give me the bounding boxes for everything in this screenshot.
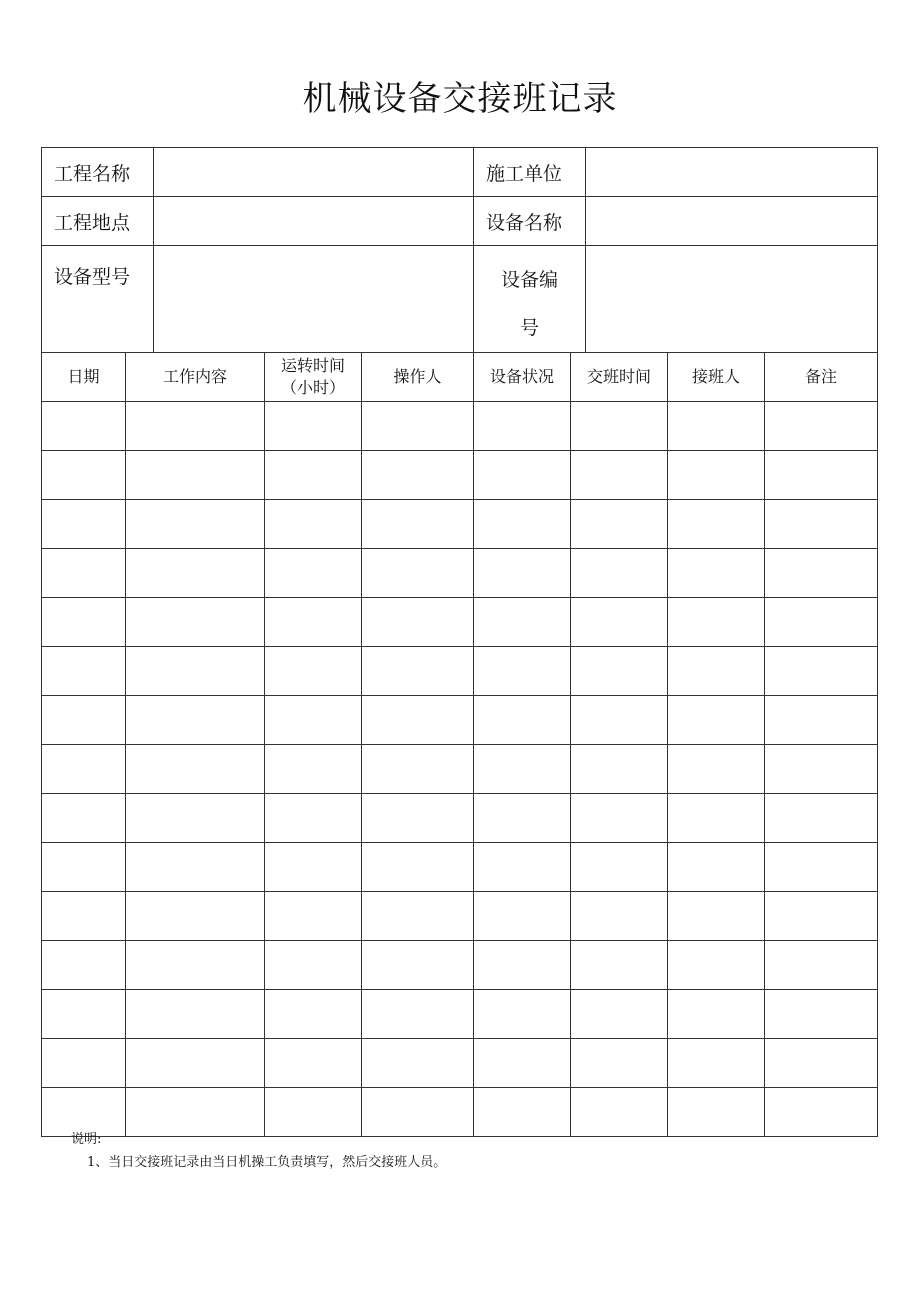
construction-unit-label: 施工单位 — [474, 148, 586, 197]
table-cell[interactable] — [362, 598, 474, 647]
table-cell[interactable] — [126, 843, 265, 892]
table-cell[interactable] — [126, 500, 265, 549]
table-cell[interactable] — [42, 451, 126, 500]
table-row — [42, 1039, 878, 1088]
table-row — [42, 696, 878, 745]
table-cell[interactable] — [571, 500, 668, 549]
table-cell[interactable] — [765, 1039, 878, 1088]
table-cell[interactable] — [362, 1039, 474, 1088]
header-handover-time: 交班时间 — [571, 353, 668, 402]
table-cell[interactable] — [362, 696, 474, 745]
table-cell[interactable] — [765, 500, 878, 549]
equipment-number-label-line2: 号 — [519, 317, 539, 339]
table-cell[interactable] — [126, 598, 265, 647]
table-cell[interactable] — [571, 402, 668, 451]
table-cell[interactable] — [265, 941, 362, 990]
table-cell[interactable] — [668, 990, 765, 1039]
table-cell[interactable] — [42, 892, 126, 941]
table-cell[interactable] — [668, 451, 765, 500]
table-cell[interactable] — [362, 647, 474, 696]
table-cell[interactable] — [765, 549, 878, 598]
table-cell[interactable] — [265, 647, 362, 696]
table-cell[interactable] — [571, 598, 668, 647]
table-cell[interactable] — [265, 549, 362, 598]
table-cell[interactable] — [42, 1039, 126, 1088]
project-location-field[interactable] — [154, 197, 474, 246]
table-cell[interactable] — [571, 892, 668, 941]
table-cell[interactable] — [474, 843, 571, 892]
table-cell[interactable] — [474, 794, 571, 843]
table-cell[interactable] — [362, 500, 474, 549]
table-cell[interactable] — [265, 843, 362, 892]
table-cell[interactable] — [42, 745, 126, 794]
construction-unit-field[interactable] — [586, 148, 878, 197]
table-cell[interactable] — [474, 745, 571, 794]
table-cell[interactable] — [265, 892, 362, 941]
table-cell[interactable] — [362, 794, 474, 843]
table-cell[interactable] — [362, 549, 474, 598]
table-cell[interactable] — [765, 990, 878, 1039]
header-remarks: 备注 — [765, 353, 878, 402]
table-cell[interactable] — [668, 696, 765, 745]
table-cell[interactable] — [474, 1088, 571, 1137]
equipment-name-label: 设备名称 — [474, 197, 586, 246]
table-row — [42, 402, 878, 451]
table-cell[interactable] — [126, 745, 265, 794]
table-cell[interactable] — [571, 1088, 668, 1137]
table-cell[interactable] — [126, 990, 265, 1039]
table-cell[interactable] — [668, 647, 765, 696]
table-row — [42, 598, 878, 647]
table-cell[interactable] — [474, 451, 571, 500]
notes-heading: 说明: — [71, 1132, 102, 1147]
table-cell[interactable] — [571, 990, 668, 1039]
table-cell[interactable] — [42, 647, 126, 696]
table-cell[interactable] — [765, 941, 878, 990]
handover-log-table — [41, 352, 878, 1137]
table-cell[interactable] — [571, 794, 668, 843]
table-cell[interactable] — [362, 402, 474, 451]
table-cell[interactable] — [265, 1039, 362, 1088]
table-row — [42, 941, 878, 990]
table-cell[interactable] — [765, 843, 878, 892]
equipment-number-label — [474, 246, 586, 353]
table-row — [42, 794, 878, 843]
table-cell[interactable] — [265, 598, 362, 647]
table-cell[interactable] — [42, 794, 126, 843]
table-cell[interactable] — [126, 1039, 265, 1088]
table-cell[interactable] — [126, 647, 265, 696]
record-form — [41, 147, 877, 1137]
table-cell[interactable] — [765, 402, 878, 451]
table-cell[interactable] — [571, 1039, 668, 1088]
table-cell[interactable] — [126, 892, 265, 941]
table-cell[interactable] — [668, 843, 765, 892]
table-cell[interactable] — [42, 402, 126, 451]
table-cell[interactable] — [362, 451, 474, 500]
table-cell[interactable] — [362, 745, 474, 794]
header-date: 日期 — [42, 353, 126, 402]
table-cell[interactable] — [765, 892, 878, 941]
log-header-row — [42, 353, 878, 402]
table-cell[interactable] — [474, 990, 571, 1039]
table-cell[interactable] — [126, 941, 265, 990]
header-run-time-line1: 运转时间 — [280, 356, 345, 375]
table-cell[interactable] — [474, 696, 571, 745]
note-item-1: 1、当日交接班记录由当日机操工负责填写，然后交接班人员。 — [87, 1155, 447, 1170]
table-cell[interactable] — [474, 1039, 571, 1088]
table-cell[interactable] — [765, 1088, 878, 1137]
notes-section — [71, 1128, 446, 1174]
project-name-field[interactable] — [154, 148, 474, 197]
table-cell[interactable] — [668, 549, 765, 598]
table-row — [42, 892, 878, 941]
equipment-model-field[interactable] — [154, 246, 474, 353]
table-cell[interactable] — [668, 598, 765, 647]
table-cell[interactable] — [362, 990, 474, 1039]
table-cell[interactable] — [265, 990, 362, 1039]
table-row — [42, 647, 878, 696]
table-cell[interactable] — [571, 696, 668, 745]
equipment-number-field[interactable] — [586, 246, 878, 353]
table-cell[interactable] — [126, 402, 265, 451]
table-cell[interactable] — [765, 647, 878, 696]
table-cell[interactable] — [668, 745, 765, 794]
equipment-name-field[interactable] — [586, 197, 878, 246]
equipment-number-label-line1: 设备编 — [500, 269, 558, 291]
table-cell[interactable] — [668, 941, 765, 990]
table-cell[interactable] — [265, 402, 362, 451]
table-row — [42, 843, 878, 892]
table-cell[interactable] — [571, 941, 668, 990]
table-row — [42, 549, 878, 598]
table-cell[interactable] — [42, 696, 126, 745]
table-cell[interactable] — [42, 549, 126, 598]
header-equipment-status: 设备状况 — [474, 353, 571, 402]
table-row — [42, 451, 878, 500]
table-cell[interactable] — [668, 402, 765, 451]
table-cell[interactable] — [42, 941, 126, 990]
table-cell[interactable] — [362, 843, 474, 892]
table-cell[interactable] — [126, 451, 265, 500]
table-cell[interactable] — [474, 402, 571, 451]
header-work-content: 工作内容 — [126, 353, 265, 402]
table-cell[interactable] — [765, 794, 878, 843]
info-table — [41, 147, 878, 353]
table-cell[interactable] — [42, 500, 126, 549]
header-run-time-line2: （小时） — [280, 378, 345, 397]
table-cell[interactable] — [668, 794, 765, 843]
table-cell[interactable] — [765, 598, 878, 647]
table-cell[interactable] — [362, 941, 474, 990]
project-name-label: 工程名称 — [42, 148, 154, 197]
table-cell[interactable] — [571, 451, 668, 500]
header-run-time — [265, 353, 362, 402]
table-row — [42, 745, 878, 794]
table-cell[interactable] — [668, 1088, 765, 1137]
table-cell[interactable] — [668, 1039, 765, 1088]
table-cell[interactable] — [765, 696, 878, 745]
table-cell[interactable] — [265, 696, 362, 745]
table-row — [42, 990, 878, 1039]
table-cell[interactable] — [571, 745, 668, 794]
header-receiver: 接班人 — [668, 353, 765, 402]
table-cell[interactable] — [42, 843, 126, 892]
table-cell[interactable] — [126, 794, 265, 843]
table-cell[interactable] — [571, 843, 668, 892]
table-cell[interactable] — [126, 549, 265, 598]
table-row — [42, 500, 878, 549]
table-cell[interactable] — [362, 892, 474, 941]
table-cell[interactable] — [474, 892, 571, 941]
table-cell[interactable] — [765, 451, 878, 500]
table-cell[interactable] — [474, 598, 571, 647]
table-cell[interactable] — [668, 500, 765, 549]
table-cell[interactable] — [265, 794, 362, 843]
table-cell[interactable] — [668, 892, 765, 941]
project-location-label: 工程地点 — [42, 197, 154, 246]
table-cell[interactable] — [474, 500, 571, 549]
table-cell[interactable] — [474, 549, 571, 598]
table-cell[interactable] — [42, 598, 126, 647]
table-cell[interactable] — [474, 647, 571, 696]
document-title: 机械设备交接班记录 — [302, 79, 618, 119]
header-operator: 操作人 — [362, 353, 474, 402]
table-cell[interactable] — [126, 696, 265, 745]
table-cell[interactable] — [571, 647, 668, 696]
table-cell[interactable] — [265, 500, 362, 549]
table-cell[interactable] — [265, 451, 362, 500]
equipment-model-label: 设备型号 — [42, 246, 154, 353]
table-cell[interactable] — [474, 941, 571, 990]
table-cell[interactable] — [265, 745, 362, 794]
table-cell[interactable] — [571, 549, 668, 598]
table-cell[interactable] — [42, 990, 126, 1039]
table-cell[interactable] — [765, 745, 878, 794]
